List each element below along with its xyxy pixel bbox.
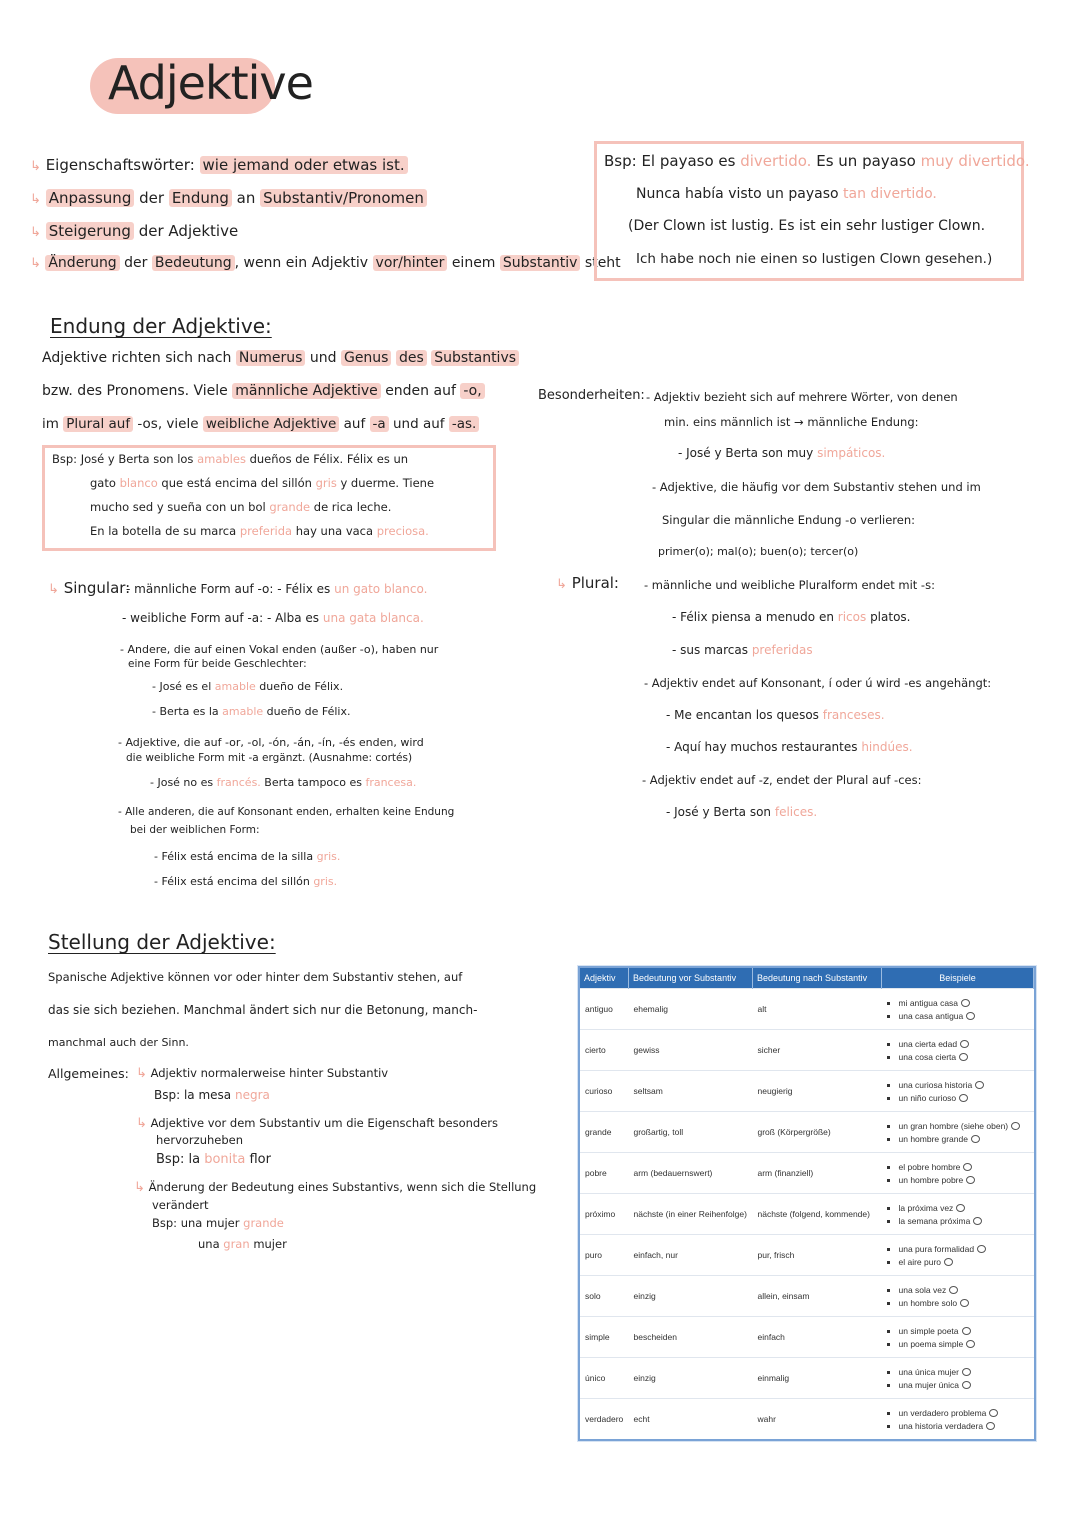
besonderheiten-line-5: Singular die männliche Endung -o verlieren: (662, 513, 916, 527)
arrow-icon: ↳ (30, 159, 41, 174)
allgemeines-g1: ↳ Adjektiv normalerweise hinter Substantiv (136, 1066, 389, 1081)
example-item (899, 1367, 1029, 1377)
adjective-table (578, 966, 1036, 1441)
speech-bubble-icon[interactable] (1011, 1122, 1020, 1130)
cell-adjektiv: curioso (580, 1071, 629, 1112)
example-text: una historia verdadera (898, 1420, 984, 1431)
example-mid-line-1: Bsp: José y Berta son los amables dueños de Félix. Félix es un (52, 452, 409, 466)
cell-adjektiv: antiguo (580, 989, 629, 1030)
speech-bubble-icon[interactable] (963, 1163, 972, 1171)
besonderheiten-line-4: - Adjektive, die häufig vor dem Substantiv stehen und im (652, 480, 981, 494)
example-text: una cierta edad (898, 1038, 958, 1049)
plural-label: ↳ Plural: (556, 574, 619, 592)
table-row (580, 1276, 1034, 1317)
speech-bubble-icon[interactable] (960, 1299, 969, 1307)
singular-b2: die weibliche Form mit -a ergänzt. (Ausnahme: cortés) (126, 752, 413, 764)
example-top-line-4: Ich habe noch nie einen so lustigen Clown gesehen.) (636, 251, 993, 267)
example-item (899, 1339, 1029, 1349)
table-row (580, 1235, 1034, 1276)
table-header-cell: Bedeutung nach Substantiv (753, 968, 882, 989)
singular-a3: - José es el amable dueño de Félix. (152, 680, 344, 693)
speech-bubble-icon[interactable] (959, 1094, 968, 1102)
cell-bedeutung-nach: pur, frisch (753, 1235, 882, 1276)
cell-adjektiv: próximo (580, 1194, 629, 1235)
plural-line-8: - José y Berta son felices. (666, 805, 818, 819)
speech-bubble-icon[interactable] (971, 1135, 980, 1143)
intro-line-1: ↳ Eigenschaftswörter: wie jemand oder etwas ist. (30, 156, 408, 174)
arrow-icon: ↳ (48, 582, 59, 597)
besonderheiten-line-1: - Adjektiv bezieht sich auf mehrere Wörter, von denen (646, 390, 958, 404)
speech-bubble-icon[interactable] (956, 1204, 965, 1212)
speech-bubble-icon[interactable] (989, 1409, 998, 1417)
example-top-line-2: Nunca había visto un payaso tan divertido. (636, 186, 937, 202)
example-item (899, 1244, 1029, 1254)
cell-bedeutung-vor: gewiss (629, 1030, 753, 1071)
cell-adjektiv: único (580, 1358, 629, 1399)
table-header-cell: Adjektiv (580, 968, 629, 989)
example-text: una sola vez (898, 1284, 947, 1295)
example-item (899, 1175, 1029, 1185)
cell-bedeutung-vor: ehemalig (629, 989, 753, 1030)
cell-adjektiv: solo (580, 1276, 629, 1317)
cell-bedeutung-vor: großartig, toll (629, 1112, 753, 1153)
arrow-icon: ↳ (556, 577, 567, 592)
example-item (899, 1298, 1029, 1308)
table-row (580, 1030, 1034, 1071)
cell-adjektiv: verdadero (580, 1399, 629, 1440)
example-item (899, 1134, 1029, 1144)
example-text: un simple poeta (898, 1325, 959, 1336)
example-item (899, 1203, 1029, 1213)
speech-bubble-icon[interactable] (962, 1381, 971, 1389)
cell-bedeutung-vor: bescheiden (629, 1317, 753, 1358)
cell-beispiele (882, 1358, 1034, 1399)
table-row (580, 1358, 1034, 1399)
example-item (899, 1257, 1029, 1267)
singular-a2: eine Form für beide Geschlechter: (128, 658, 307, 670)
allgemeines-g2: Bsp: la mesa negra (154, 1088, 270, 1102)
singular-a4: - Berta es la amable dueño de Félix. (152, 705, 351, 718)
example-text: una única mujer (898, 1366, 959, 1377)
example-item (899, 1080, 1029, 1090)
singular-b1: - Adjektive, die auf -or, -ol, -ón, -án, -ín, -és enden, wird (118, 736, 424, 749)
example-text: un hombre solo (898, 1297, 958, 1308)
stellung-p2: das sie sich beziehen. Manchmal ändert sich nur die Betonung, manch- (48, 1003, 478, 1017)
table-row (580, 1317, 1034, 1358)
intro-line-2: ↳ Anpassung der Endung an Substantiv/Pronomen (30, 189, 427, 207)
singular-m: - männliche Form auf -o: - Félix es un gato blanco. (126, 582, 428, 596)
cell-bedeutung-vor: einzig (629, 1358, 753, 1399)
allgemeines-g5: Bsp: la bonita flor (156, 1152, 271, 1167)
example-text: un niño curioso (898, 1092, 957, 1103)
example-text: mi antigua casa (898, 997, 959, 1008)
cell-beispiele (882, 1276, 1034, 1317)
example-item (899, 1216, 1029, 1226)
allgemeines-g7: verändert (152, 1198, 209, 1212)
arrow-icon: ↳ (134, 1180, 145, 1195)
example-item (899, 1162, 1029, 1172)
cell-bedeutung-nach: groß (Körpergröße) (753, 1112, 882, 1153)
stellung-p3: manchmal auch der Sinn. (48, 1036, 189, 1049)
intro-line-3: ↳ Steigerung der Adjektive (30, 222, 239, 240)
example-text: el aire puro (898, 1256, 942, 1267)
speech-bubble-icon[interactable] (966, 1176, 975, 1184)
example-text: un gran hombre (siehe oben) (898, 1120, 1009, 1131)
singular-label: ↳ Singular: (48, 579, 131, 597)
plural-line-3: - sus marcas preferidas (672, 643, 813, 657)
example-text: la semana próxima (898, 1215, 971, 1226)
speech-bubble-icon[interactable] (949, 1286, 958, 1294)
example-text: un hombre pobre (898, 1174, 964, 1185)
cell-beispiele (882, 1153, 1034, 1194)
cell-adjektiv: pobre (580, 1153, 629, 1194)
cell-bedeutung-nach: alt (753, 989, 882, 1030)
speech-bubble-icon[interactable] (961, 999, 970, 1007)
speech-bubble-icon[interactable] (962, 1327, 971, 1335)
cell-beispiele (882, 1071, 1034, 1112)
example-item (899, 1380, 1029, 1390)
allgemeines-g8: Bsp: una mujer grande (152, 1216, 284, 1230)
allgemeines-g9: una gran mujer (198, 1237, 287, 1251)
cell-bedeutung-nach: sicher (753, 1030, 882, 1071)
example-item (899, 1408, 1029, 1418)
cell-beispiele (882, 1399, 1034, 1440)
besonderheiten-label: Besonderheiten: (538, 388, 645, 403)
singular-w: - weibliche Form auf -a: - Alba es una gata blanca. (122, 611, 424, 625)
endung-paragraph-line-3: im Plural auf -os, viele weibliche Adjektive auf -a und auf -as. (42, 416, 479, 432)
cell-bedeutung-nach: arm (finanziell) (753, 1153, 882, 1194)
cell-beispiele (882, 1194, 1034, 1235)
cell-bedeutung-nach: neugierig (753, 1071, 882, 1112)
cell-beispiele (882, 1112, 1034, 1153)
speech-bubble-icon[interactable] (986, 1422, 995, 1430)
example-item (899, 1052, 1029, 1062)
singular-a1: - Andere, die auf einen Vokal enden (außer -o), haben nur (120, 643, 439, 656)
cell-bedeutung-vor: einzig (629, 1276, 753, 1317)
example-mid-line-2: gato blanco que está encima del sillón gris y duerme. Tiene (90, 476, 435, 490)
besonderheiten-line-2: min. eins männlich ist → männliche Endung: (664, 415, 919, 429)
besonderheiten-line-3: - José y Berta son muy simpáticos. (678, 446, 886, 460)
cell-adjektiv: grande (580, 1112, 629, 1153)
cell-bedeutung-vor: nächste (in einer Reihenfolge) (629, 1194, 753, 1235)
table-header-row (580, 968, 1034, 989)
speech-bubble-icon[interactable] (975, 1081, 984, 1089)
allgemeines-g6: ↳ Änderung der Bedeutung eines Substantivs, wenn sich die Stellung (134, 1180, 537, 1195)
example-text: una pura formalidad (898, 1243, 975, 1254)
cell-beispiele (882, 989, 1034, 1030)
singular-c1: - Alle anderen, die auf Konsonant enden, erhalten keine Endung (118, 806, 455, 818)
stellung-heading: Stellung der Adjektive: (48, 930, 276, 954)
cell-adjektiv: cierto (580, 1030, 629, 1071)
example-text: la próxima vez (898, 1202, 954, 1213)
allgemeines-g3: ↳ Adjektive vor dem Substantiv um die Eigenschaft besonders (136, 1116, 498, 1131)
table-header-cell: Beispiele (882, 968, 1034, 989)
cell-bedeutung-vor: einfach, nur (629, 1235, 753, 1276)
arrow-icon: ↳ (30, 256, 41, 271)
example-text: un poema simple (898, 1338, 964, 1349)
cell-adjektiv: puro (580, 1235, 629, 1276)
plural-line-1: - männliche und weibliche Pluralform endet mit -s: (644, 578, 935, 592)
cell-beispiele (882, 1030, 1034, 1071)
endung-paragraph-line-1: Adjektive richten sich nach Numerus und Genus des Substantivs (42, 350, 519, 366)
cell-bedeutung-nach: einmalig (753, 1358, 882, 1399)
cell-adjektiv: simple (580, 1317, 629, 1358)
example-item (899, 1121, 1029, 1131)
example-item (899, 1093, 1029, 1103)
plural-line-5: - Me encantan los quesos franceses. (666, 708, 885, 722)
page-title: Adjektive (108, 56, 313, 110)
allgemeines-label: Allgemeines: (48, 1066, 129, 1081)
besonderheiten-line-6: primer(o); mal(o); buen(o); tercer(o) (658, 545, 859, 558)
singular-c2: bei der weiblichen Form: (130, 824, 260, 836)
plural-line-4: - Adjektiv endet auf Konsonant, í oder ú wird -es angehängt: (644, 676, 992, 690)
intro-line-4: ↳ Änderung der Bedeutung , wenn ein Adjektiv vor/hinter einem Substantiv steht (30, 255, 621, 271)
example-text: una mujer única (898, 1379, 959, 1390)
plural-line-6: - Aquí hay muchos restaurantes hindúes. (666, 740, 913, 754)
cell-bedeutung-vor: arm (bedauernswert) (629, 1153, 753, 1194)
example-text: el pobre hombre (898, 1161, 961, 1172)
cell-bedeutung-nach: allein, einsam (753, 1276, 882, 1317)
table-row (580, 1112, 1034, 1153)
example-top-line-3: (Der Clown ist lustig. Es ist ein sehr lustiger Clown. (628, 218, 986, 234)
arrow-icon: ↳ (30, 225, 41, 240)
table-row (580, 1071, 1034, 1112)
example-text: un verdadero problema (898, 1407, 987, 1418)
plural-line-2: - Félix piensa a menudo en ricos platos. (672, 610, 911, 624)
singular-c3: - Félix está encima de la silla gris. (154, 850, 341, 863)
cell-bedeutung-vor: seltsam (629, 1071, 753, 1112)
table-row (580, 1153, 1034, 1194)
speech-bubble-icon[interactable] (959, 1053, 968, 1061)
plural-line-7: - Adjektiv endet auf -z, endet der Plural auf -ces: (642, 773, 922, 787)
speech-bubble-icon[interactable] (944, 1258, 953, 1266)
example-item (899, 1011, 1029, 1021)
example-item (899, 1285, 1029, 1295)
example-mid-line-3: mucho sed y sueña con un bol grande de rica leche. (90, 500, 392, 514)
cell-bedeutung-nach: nächste (folgend, kommende) (753, 1194, 882, 1235)
example-text: una casa antigua (898, 1010, 964, 1021)
speech-bubble-icon[interactable] (977, 1245, 986, 1253)
example-text: una cosa cierta (898, 1051, 957, 1062)
endung-heading: Endung der Adjektive: (50, 314, 272, 338)
example-text: un hombre grande (898, 1133, 968, 1144)
table-header-cell: Bedeutung vor Substantiv (629, 968, 753, 989)
arrow-icon: ↳ (30, 192, 41, 207)
singular-c4: - Félix está encima del sillón gris. (154, 875, 338, 888)
table-row (580, 1399, 1034, 1440)
example-item (899, 1326, 1029, 1336)
speech-bubble-icon[interactable] (962, 1368, 971, 1376)
speech-bubble-icon[interactable] (960, 1040, 969, 1048)
arrow-icon: ↳ (136, 1116, 147, 1131)
cell-bedeutung-nach: einfach (753, 1317, 882, 1358)
speech-bubble-icon[interactable] (973, 1217, 982, 1225)
table-row (580, 989, 1034, 1030)
singular-b3: - José no es francés. Berta tampoco es francesa. (150, 776, 417, 789)
cell-beispiele (882, 1317, 1034, 1358)
cell-beispiele (882, 1235, 1034, 1276)
endung-paragraph-line-2: bzw. des Pronomens. Viele männliche Adjektive enden auf -o, (42, 383, 485, 399)
cell-bedeutung-nach: wahr (753, 1399, 882, 1440)
example-item (899, 1039, 1029, 1049)
example-item (899, 1421, 1029, 1431)
table-row (580, 1194, 1034, 1235)
cell-bedeutung-vor: echt (629, 1399, 753, 1440)
arrow-icon: ↳ (136, 1066, 147, 1081)
example-item (899, 998, 1029, 1008)
example-top-line-1: Bsp: El payaso es divertido. Es un payaso muy divertido. (604, 152, 1030, 170)
speech-bubble-icon[interactable] (966, 1012, 975, 1020)
example-text: una curiosa historia (898, 1079, 973, 1090)
example-mid-line-4: En la botella de su marca preferida hay una vaca preciosa. (90, 524, 429, 538)
allgemeines-g4: hervorzuheben (156, 1133, 244, 1147)
speech-bubble-icon[interactable] (966, 1340, 975, 1348)
stellung-p1: Spanische Adjektive können vor oder hinter dem Substantiv stehen, auf (48, 970, 463, 984)
